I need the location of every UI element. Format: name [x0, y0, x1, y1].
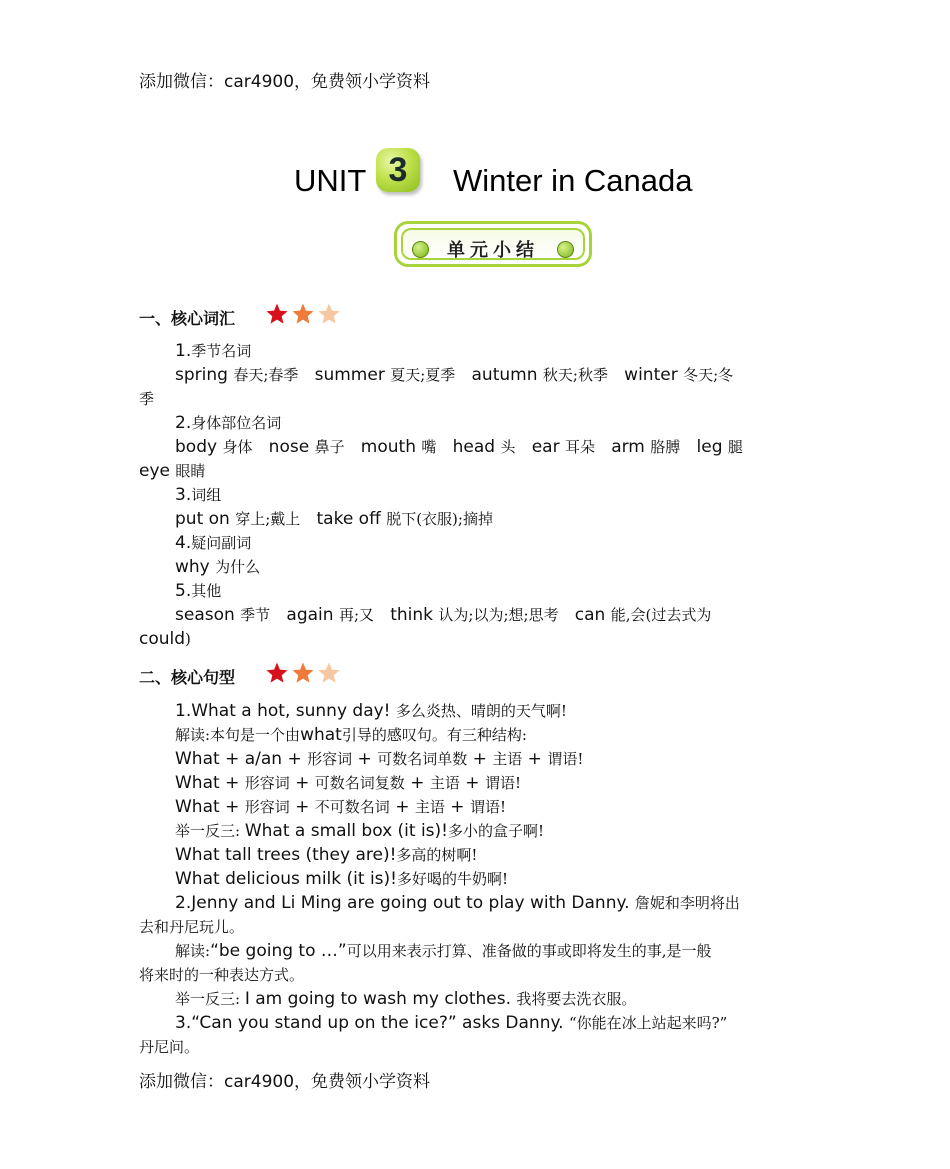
- chinese-text: 多好喝的牛奶啊!: [396, 870, 509, 888]
- section-2-star-rating: [265, 661, 345, 685]
- star-icon: [317, 661, 341, 685]
- chinese-text: 可数名词单数: [377, 750, 468, 768]
- english-text: leg: [680, 437, 728, 457]
- text-line: [139, 603, 811, 627]
- english-text: I am going to wash my clothes.: [244, 989, 517, 1009]
- chinese-text: 季节名词: [191, 342, 252, 360]
- text-line: [139, 483, 811, 507]
- english-text: 3.: [175, 485, 192, 505]
- text-line: [139, 915, 811, 939]
- unit-title: Winter in Canada: [453, 163, 693, 198]
- chinese-text: 身体部位名词: [191, 414, 282, 432]
- chinese-text: 可数名词复数: [314, 774, 405, 792]
- english-text: +: [404, 773, 430, 793]
- chinese-text: 夏天;夏季: [390, 366, 456, 384]
- chinese-text: 秋天;秋季: [542, 366, 608, 384]
- chinese-text: 认为;以为;想;思考: [438, 606, 559, 624]
- english-text: spring: [175, 365, 234, 385]
- english-text: why: [175, 557, 216, 577]
- english-text: 2.Jenny and Li Ming are going out to play with Danny.: [175, 893, 635, 913]
- english-text: put on: [175, 509, 236, 529]
- star-icon: [265, 302, 289, 326]
- chinese-text: 穿上;戴上: [235, 510, 301, 528]
- chinese-text: 举一反三:: [175, 990, 245, 1008]
- english-text: think: [374, 605, 439, 625]
- star-icon: [291, 661, 315, 685]
- chinese-text: 再;又: [338, 606, 374, 624]
- chinese-text: 其他: [191, 582, 222, 600]
- chinese-text: 季: [139, 390, 155, 408]
- chinese-text: 多小的盒子啊!: [448, 822, 545, 840]
- chinese-text: 我将要去洗衣服。: [516, 990, 637, 1008]
- english-text: ear: [515, 437, 565, 457]
- chinese-text: 冬天;冬: [683, 366, 734, 384]
- english-text: eye: [139, 461, 176, 481]
- english-text: What +: [175, 773, 245, 793]
- chinese-text: 疑问副词: [191, 534, 252, 552]
- text-line: [139, 843, 811, 867]
- english-text: 3.“Can you stand up on the ice?” asks Danny.: [175, 1013, 569, 1033]
- chinese-text: ): [185, 630, 191, 648]
- text-line: [139, 987, 811, 1011]
- english-text: take off: [300, 509, 387, 529]
- chinese-text: 春天;春季: [233, 366, 299, 384]
- english-text: +: [289, 797, 315, 817]
- chinese-text: 举一反三:: [175, 822, 245, 840]
- english-text: mouth: [344, 437, 422, 457]
- text-line: [139, 963, 811, 987]
- chinese-text: 谓语!: [469, 798, 506, 816]
- text-line: [139, 531, 811, 555]
- text-line: [139, 363, 811, 387]
- english-text: 2.: [175, 413, 192, 433]
- text-line: [139, 699, 811, 723]
- english-text: +: [459, 773, 485, 793]
- star-icon: [291, 302, 315, 326]
- english-text: 5.: [175, 581, 192, 601]
- text-line: [139, 387, 811, 411]
- english-text: +: [352, 749, 378, 769]
- text-line: [139, 435, 811, 459]
- english-text: What +: [175, 797, 245, 817]
- chinese-text: 解读:: [175, 942, 211, 960]
- text-line: [139, 507, 811, 531]
- chinese-text: 丹尼问。: [139, 1038, 200, 1056]
- section-1-star-rating: [265, 302, 345, 326]
- english-text: season: [175, 605, 241, 625]
- star-icon: [317, 302, 341, 326]
- chinese-text: 去和丹尼玩儿。: [139, 918, 245, 936]
- english-text: +: [289, 773, 315, 793]
- chinese-text: 头: [500, 438, 516, 456]
- chinese-text: 将来时的一种表达方式。: [139, 966, 305, 984]
- star-icon: [265, 661, 289, 685]
- english-text: 1.What a hot, sunny day!: [175, 701, 396, 721]
- unit-summary-frame: [401, 228, 585, 260]
- chinese-text: 谓语!: [547, 750, 584, 768]
- chinese-text: 词组: [191, 486, 222, 504]
- english-text: could: [139, 629, 186, 649]
- english-text: What delicious milk (it is)!: [175, 869, 397, 889]
- english-text: again: [270, 605, 339, 625]
- chinese-text: 多高的树啊!: [396, 846, 478, 864]
- chinese-text: 腿: [727, 438, 743, 456]
- chinese-text: 主语: [414, 798, 445, 816]
- section-2-body: [139, 699, 811, 1059]
- chinese-text: 主语: [492, 750, 523, 768]
- chinese-text: 胳膊: [650, 438, 681, 456]
- english-text: head: [436, 437, 501, 457]
- english-text: 4.: [175, 533, 192, 553]
- english-text: What tall trees (they are)!: [175, 845, 397, 865]
- header-watermark-note: 添加微信：car4900，免费领小学资料: [139, 72, 431, 92]
- text-line: [139, 555, 811, 579]
- english-text: 1.: [175, 341, 192, 361]
- chinese-text: 耳朵: [564, 438, 595, 456]
- chinese-text: 鼻子: [314, 438, 345, 456]
- unit-summary-label: 单元小结: [447, 240, 539, 261]
- chinese-text: 谓语!: [484, 774, 521, 792]
- english-text: body: [175, 437, 223, 457]
- chinese-text: 身体: [222, 438, 253, 456]
- green-dot-icon: [557, 241, 574, 258]
- text-line: [139, 459, 811, 483]
- english-text: What a small box (it is)!: [244, 821, 448, 841]
- text-line: [139, 867, 811, 891]
- unit-label: UNIT: [294, 163, 367, 198]
- chinese-text: 主语: [429, 774, 460, 792]
- text-line: [139, 411, 811, 435]
- text-line: [139, 939, 811, 963]
- chinese-text: 形容词: [244, 798, 290, 816]
- section-2-heading: 二、核心句型: [139, 668, 236, 687]
- chinese-text: 嘴: [421, 438, 437, 456]
- english-text: arm: [594, 437, 651, 457]
- chinese-text: 为什么: [215, 558, 261, 576]
- chinese-text: 解读:本句是一个由: [175, 726, 301, 744]
- unit-summary-badge: [394, 221, 592, 267]
- chinese-text: 可以用来表示打算、准备做的事或即将发生的事,是一般: [346, 942, 712, 960]
- english-text: +: [467, 749, 493, 769]
- text-line: [139, 795, 811, 819]
- english-text: +: [444, 797, 470, 817]
- unit-number-badge: 3: [376, 148, 420, 192]
- text-line: [139, 1011, 811, 1035]
- footer-watermark-note: 添加微信：car4900，免费领小学资料: [139, 1072, 431, 1092]
- unit-title-row: [0, 145, 950, 205]
- chinese-text: 引导的感叹句。有三种结构:: [341, 726, 527, 744]
- section-1-body: [139, 339, 811, 651]
- english-text: autumn: [455, 365, 543, 385]
- chinese-text: 季节: [240, 606, 271, 624]
- text-line: [139, 891, 811, 915]
- text-line: [139, 819, 811, 843]
- text-line: [139, 747, 811, 771]
- chinese-text: 不可数名词: [314, 798, 390, 816]
- english-text: what: [300, 725, 342, 745]
- chinese-text: 眼睛: [175, 462, 206, 480]
- chinese-text: 多么炎热、晴朗的天气啊!: [395, 702, 567, 720]
- english-text: nose: [252, 437, 315, 457]
- text-line: [139, 771, 811, 795]
- chinese-text: 能,会(过去式为: [610, 606, 712, 624]
- chinese-text: “你能在冰上站起来吗?”: [568, 1014, 728, 1032]
- text-line: [139, 627, 811, 651]
- section-1-heading: 一、核心词汇: [139, 309, 236, 328]
- text-line: [139, 579, 811, 603]
- chinese-text: 詹妮和李明将出: [634, 894, 740, 912]
- english-text: +: [522, 749, 548, 769]
- text-line: [139, 1035, 811, 1059]
- english-text: winter: [607, 365, 684, 385]
- english-text: +: [389, 797, 415, 817]
- english-text: “be going to …”: [210, 941, 347, 961]
- chinese-text: 脱下(衣服);摘掉: [386, 510, 493, 528]
- english-text: What + a/an +: [175, 749, 308, 769]
- text-line: [139, 723, 811, 747]
- english-text: summer: [298, 365, 391, 385]
- english-text: can: [558, 605, 611, 625]
- chinese-text: 形容词: [244, 774, 290, 792]
- chinese-text: 形容词: [307, 750, 353, 768]
- text-line: [139, 339, 811, 363]
